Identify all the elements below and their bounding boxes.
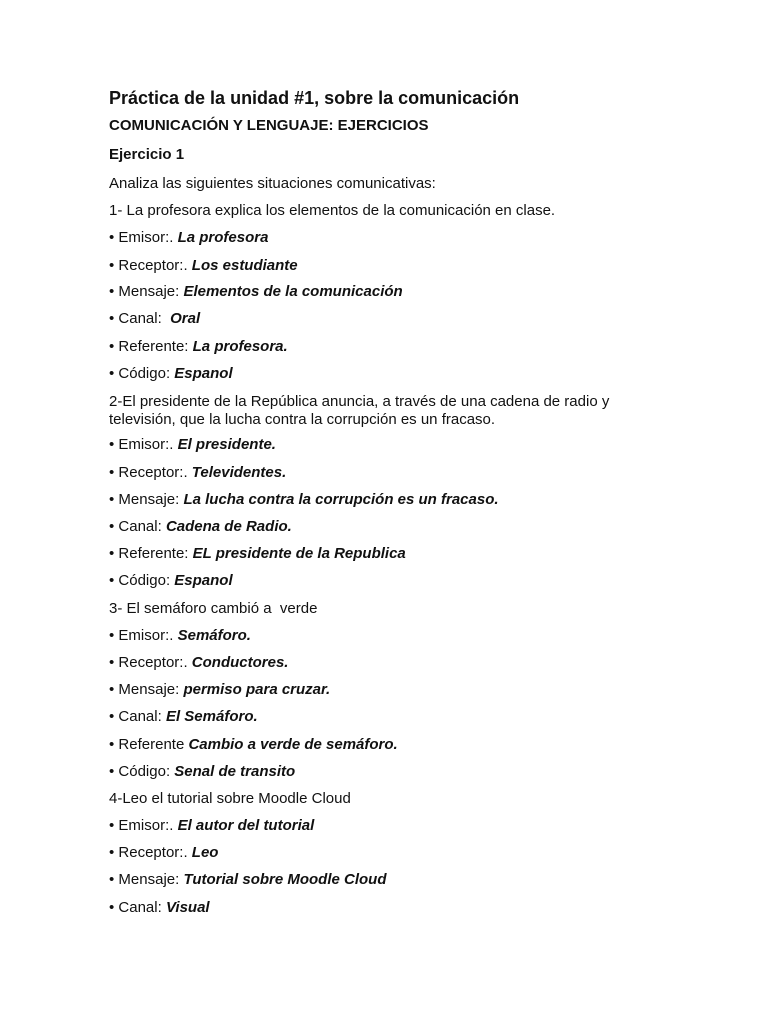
situation-3-item	[109, 681, 669, 699]
item-value: Elementos de la comunicación	[183, 283, 403, 300]
situation-2-statement: 2-El presidente de la República anuncia, a través de una cadena de radio y televisión, que la lucha contra la corrupción es un fracaso.	[109, 393, 610, 428]
item-label: • Mensaje:	[109, 871, 184, 888]
item-label: • Mensaje:	[109, 283, 184, 300]
situation-2-item	[109, 518, 669, 536]
item-value: Cadena de Radio.	[165, 518, 292, 535]
item-label: • Referente:	[109, 545, 193, 562]
situation-1-item	[109, 338, 669, 356]
item-value: EL presidente de la Republica	[192, 545, 406, 562]
situation-1-item	[109, 283, 669, 301]
item-label: • Receptor:.	[109, 654, 192, 671]
situation-2-item	[109, 491, 669, 509]
situation-4-statement: 4-Leo el tutorial sobre Moodle Cloud	[109, 790, 351, 807]
item-label: • Referente:	[109, 338, 193, 355]
situation-3-item	[109, 736, 669, 754]
document-subtitle: COMUNICACIÓN Y LENGUAJE: EJERCICIOS	[109, 117, 429, 134]
document-title: Práctica de la unidad #1, sobre la comunicación	[109, 88, 520, 108]
item-label: • Canal:	[109, 899, 166, 916]
item-label: • Emisor:.	[109, 229, 178, 246]
item-value: Televidentes.	[191, 464, 287, 481]
item-value: Espanol	[174, 365, 233, 382]
item-value: Los estudiante	[191, 257, 298, 274]
item-value: permiso para cruzar.	[183, 681, 331, 698]
item-value: Leo	[191, 844, 219, 861]
situation-3-item	[109, 627, 669, 645]
situation-1-item	[109, 257, 669, 275]
situation-1-statement: 1- La profesora explica los elementos de la comunicación en clase.	[109, 202, 556, 219]
situation-1-item	[109, 365, 669, 383]
item-value: La lucha contra la corrupción es un fracaso.	[183, 491, 499, 508]
item-value: Tutorial sobre Moodle Cloud	[183, 871, 387, 888]
item-label: • Canal:	[109, 518, 166, 535]
situation-4-item	[109, 899, 669, 917]
situation-2-item	[109, 436, 669, 454]
item-value: El autor del tutorial	[177, 817, 315, 834]
situation-3-item	[109, 708, 669, 726]
item-label: • Receptor:.	[109, 257, 192, 274]
item-label: • Referente	[109, 736, 189, 753]
item-label: • Mensaje:	[109, 491, 184, 508]
item-value: Conductores.	[191, 654, 289, 671]
item-label: • Emisor:.	[109, 436, 178, 453]
item-label: • Receptor:.	[109, 464, 192, 481]
exercise-heading: Ejercicio 1	[109, 146, 185, 163]
situation-4-item	[109, 817, 669, 835]
situation-2-item	[109, 572, 669, 590]
situation-2-item	[109, 545, 669, 563]
item-label: • Emisor:.	[109, 817, 178, 834]
item-value: Espanol	[174, 572, 233, 589]
item-value: El Semáforo.	[165, 708, 258, 725]
item-value: Visual	[165, 899, 210, 916]
situation-2-item	[109, 464, 669, 482]
situation-3-statement: 3- El semáforo cambió a verde	[109, 600, 318, 617]
item-label: • Receptor:.	[109, 844, 192, 861]
item-label: • Emisor:.	[109, 627, 178, 644]
item-value: Cambio a verde de semáforo.	[188, 736, 398, 753]
item-label: • Código:	[109, 572, 175, 589]
item-label: • Canal:	[109, 310, 171, 327]
item-label: • Canal:	[109, 708, 166, 725]
item-value: Oral	[170, 310, 201, 327]
situation-1-item	[109, 229, 669, 247]
item-value: Semáforo.	[177, 627, 251, 644]
situation-4-item	[109, 871, 669, 889]
item-label: • Código:	[109, 365, 175, 382]
item-label: • Mensaje:	[109, 681, 184, 698]
situation-3-item	[109, 654, 669, 672]
item-value: Senal de transito	[174, 763, 296, 780]
item-value: La profesora	[177, 229, 269, 246]
situation-3-item	[109, 763, 669, 781]
situation-4-item	[109, 844, 669, 862]
exercise-intro: Analiza las siguientes situaciones comunicativas:	[109, 175, 436, 192]
situation-1-item	[109, 310, 669, 328]
item-value: La profesora.	[192, 338, 288, 355]
item-value: El presidente.	[177, 436, 276, 453]
item-label: • Código:	[109, 763, 175, 780]
